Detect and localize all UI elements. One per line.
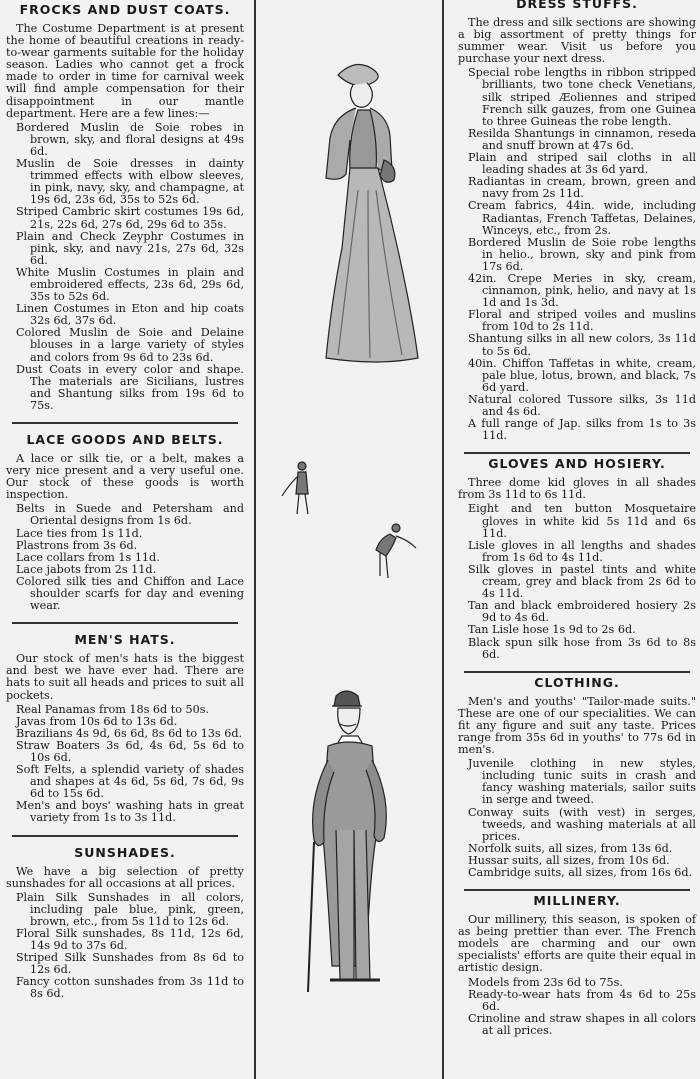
hats-section	[6, 630, 244, 824]
list-item: Shantung silks in all new colors, 3s 11d to 5s 6d.	[468, 332, 696, 358]
list-item: Fancy cotton sunshades from 3s 11d to 8s 6d.	[16, 975, 244, 1001]
dress-intro: The dress and silk sections are showing a big assortment of pretty things for summer wear. Visit us before you purchase your next dress.	[458, 16, 696, 66]
list-item: Bordered Muslin de Soie robe lengths in helio., brown, sky and pink from 17s 6d.	[468, 235, 696, 273]
section-divider	[12, 835, 238, 837]
list-item: Striped Silk Sunshades from 8s 6d to 12s 6d.	[16, 951, 244, 977]
list-item: Real Panamas from 18s 6d to 50s.	[16, 702, 210, 716]
frocks-intro: The Costume Department is at present the home of beautiful creations in ready-to-wear garments suitable for the holiday season. Ladies who cannot get a frock made to order in time for carnival week will find ample compensation for their disappointment in our mantle department. Here are a few lines:—	[6, 22, 244, 120]
list-item: Lace jabots from 2s 11d.	[16, 562, 157, 576]
illustrations	[258, 0, 438, 1079]
list-item: Plain and Check Zeyphr Costumes in pink, sky, and navy 21s, 27s 6d, 32s 6d.	[16, 229, 244, 267]
millinery-section	[458, 893, 696, 1037]
frocks-heading: FROCKS AND DUST COATS.	[19, 2, 231, 17]
section-divider	[464, 452, 690, 454]
list-item: Plain Silk Sunshades in all colors, including pale blue, pink, green, brown, etc., from 5s 11d to 12s 6d.	[16, 890, 244, 928]
dress-section	[458, 0, 696, 442]
frocks-list	[6, 122, 244, 412]
list-item: Tan Lisle hose 1s 9d to 2s 6d.	[468, 623, 636, 637]
list-item: Juvenile clothing in new styles, including tunic suits in crash and fancy washing materials, sailor suits in serge and tweed.	[468, 757, 696, 807]
lady-figure-illustration	[326, 65, 418, 362]
clothing-section	[458, 675, 696, 879]
dress-list	[458, 67, 696, 442]
list-item: Striped Cambric skirt costumes 19s 6d, 21s, 22s 6d, 27s 6d, 29s 6d to 35s.	[16, 205, 244, 231]
gloves-heading: GLOVES AND HOSIERY.	[488, 456, 666, 472]
list-item: Dust Coats in every color and shape. The materials are Sicilians, lustres and Shantung silks from 19s 6d to 75s.	[16, 362, 244, 412]
list-item: Straw Boaters 3s 6d, 4s 6d, 5s 6d to 10s 6d.	[16, 738, 244, 764]
sunshades-section	[6, 843, 244, 1001]
section-divider	[12, 622, 238, 624]
list-item: Lace collars from 1s 11d.	[16, 550, 160, 564]
list-item: White Muslin Costumes in plain and embroidered effects, 23s 6d, 29s 6d, 35s to 52s 6d.	[16, 265, 244, 304]
list-item: Floral and striped voiles and muslins from 10d to 2s 11d.	[468, 308, 696, 334]
millinery-intro: Our millinery, this season, is spoken of as being prettier than ever. The French models are charming and our own specialists' efforts are quite their equal in artistic design.	[458, 913, 696, 975]
list-item: Belts in Suede and Petersham and Oriental designs from 1s 6d.	[16, 502, 244, 528]
column-rule-left	[254, 0, 256, 1079]
illustration-column	[258, 0, 438, 1079]
list-item: Norfolk suits, all sizes, from 13s 6d.	[468, 841, 673, 855]
list-item: Hussar suits, all sizes, from 10s 6d.	[468, 853, 670, 867]
list-item: Models from 23s 6d to 75s.	[468, 975, 623, 989]
list-item: Plain and striped sail cloths in all leading shades at 3s 6d yard.	[468, 151, 696, 177]
list-item: Black spun silk hose from 3s 6d to 8s 6d.	[468, 635, 696, 661]
list-item: Eight and ten button Mosquetaire gloves in white kid 5s 11d and 6s 11d.	[468, 502, 696, 540]
list-item: Floral Silk sunshades, 8s 11d, 12s 6d, 14s 9d to 37s 6d.	[16, 927, 244, 953]
list-item: Tan and black embroidered hosiery 2s 9d to 4s 6d.	[468, 599, 696, 625]
lace-section	[6, 430, 244, 612]
list-item: Lisle gloves in all lengths and shades from 1s 6d to 4s 11d.	[468, 538, 696, 564]
list-item: Men's and boys' washing hats in great variety from 1s to 3s 11d.	[16, 799, 244, 825]
clothing-intro: Men's and youths' "Tailor-made suits." These are one of our specialities. We can fit any figure and suit any taste. Prices range from 35s 6d in youths' to 77s 6d in men's.	[458, 694, 696, 757]
list-item: 40in. Chiffon Taffetas in white, cream, pale blue, lotus, brown, and black, 7s 6d yard.	[468, 356, 696, 394]
gloves-list	[458, 503, 696, 660]
right-column	[450, 0, 700, 1079]
list-item: Bordered Muslin de Soie robes in brown, sky, and floral designs at 49s 6d.	[16, 120, 244, 158]
list-item: Silk gloves in pastel tints and white cream, grey and black from 2s 6d to 4s 11d.	[468, 562, 696, 601]
dress-heading: DRESS STUFFS.	[516, 0, 638, 11]
sunshades-heading: SUNSHADES.	[74, 844, 176, 860]
list-item: Special robe lengths in ribbon stripped brilliants, two tone check Venetians, silk striped Æoliennes and striped French silk gauzes, from one Guinea to three Guineas the robe length.	[468, 66, 696, 128]
list-item: Plastrons from 3s 6d.	[16, 538, 138, 552]
list-item: Radiantas in cream, brown, green and navy from 2s 11d.	[468, 175, 696, 201]
lace-list	[6, 503, 244, 612]
list-item: Resilda Shantungs in cinnamon, reseda and snuff brown at 47s 6d.	[468, 126, 696, 152]
section-divider	[12, 422, 238, 424]
section-divider	[464, 671, 690, 673]
list-item: Conway suits (with vest) in serges, tweeds, and washing materials at all prices.	[468, 805, 696, 843]
column-rule-right	[442, 0, 444, 1079]
millinery-heading: MILLINERY.	[533, 893, 621, 909]
list-item: Ready-to-wear hats from 4s 6d to 25s 6d.	[468, 987, 696, 1013]
bending-man-figure-illustration	[376, 524, 416, 578]
gloves-intro: Three dome kid gloves in all shades from 3s 11d to 6s 11d.	[458, 476, 696, 502]
list-item: A full range of Jap. silks from 1s to 3s 11d.	[468, 417, 696, 443]
hats-heading: MEN'S HATS.	[74, 632, 176, 648]
small-man-figure-illustration	[282, 462, 308, 514]
list-item: Natural colored Tussore silks, 3s 11d and 4s 6d.	[468, 392, 696, 418]
section-divider	[464, 889, 690, 891]
frocks-section	[6, 0, 244, 412]
gloves-section	[458, 456, 696, 660]
list-item: Javas from 10s 6d to 13s 6d.	[16, 714, 178, 728]
hats-list	[6, 704, 244, 825]
list-item: Brazilians 4s 9d, 6s 6d, 8s 6d to 13s 6d.	[16, 726, 243, 740]
clothing-list	[458, 758, 696, 879]
left-column	[0, 0, 250, 1079]
list-item: Colored silk ties and Chiffon and Lace shoulder scarfs for day and evening wear.	[16, 574, 244, 613]
list-item: 42in. Crepe Meries in sky, cream, cinnamon, pink, helio, and navy at 1s 1d and 1s 3d.	[468, 271, 696, 310]
lace-intro: A lace or silk tie, or a belt, makes a very nice present and a very useful one. Our stock of these goods is worth inspection.	[6, 452, 244, 502]
gentleman-figure-illustration	[308, 691, 386, 992]
list-item: Lace ties from 1s 11d.	[16, 526, 143, 540]
list-item: Soft Felts, a splendid variety of shades and shapes at 4s 6d, 5s 6d, 7s 6d, 9s 6d to 15s 6d.	[16, 763, 244, 801]
hats-intro: Our stock of men's hats is the biggest and best we have ever had. There are hats to suit all heads and prices to suit all pockets.	[6, 652, 244, 702]
sunshades-intro: We have a big selection of pretty sunshades for all occasions at all prices.	[6, 864, 244, 890]
list-item: Colored Muslin de Soie and Delaine blouses in a large variety of styles and colors from 9s 6d to 23s 6d.	[16, 326, 244, 364]
list-item: Cambridge suits, all sizes, from 16s 6d.	[468, 866, 693, 879]
list-item: Muslin de Soie dresses in dainty trimmed effects with elbow sleeves, in pink, navy, sky, and champagne, at 19s 6d, 23s 6d, 35s to 52s 6d.	[16, 157, 244, 207]
lace-heading: LACE GOODS AND BELTS.	[26, 432, 224, 447]
list-item: Linen Costumes in Eton and hip coats 32s 6d, 37s 6d.	[16, 302, 244, 328]
sunshades-list	[6, 892, 244, 1001]
list-item: Cream fabrics, 44in. wide, including Radiantas, French Taffetas, Delaines, Winceys, etc., from 2s.	[468, 199, 696, 237]
list-item: Crinoline and straw shapes in all colors at all prices.	[468, 1011, 696, 1037]
millinery-list	[458, 977, 696, 1037]
clothing-heading: CLOTHING.	[534, 674, 620, 690]
